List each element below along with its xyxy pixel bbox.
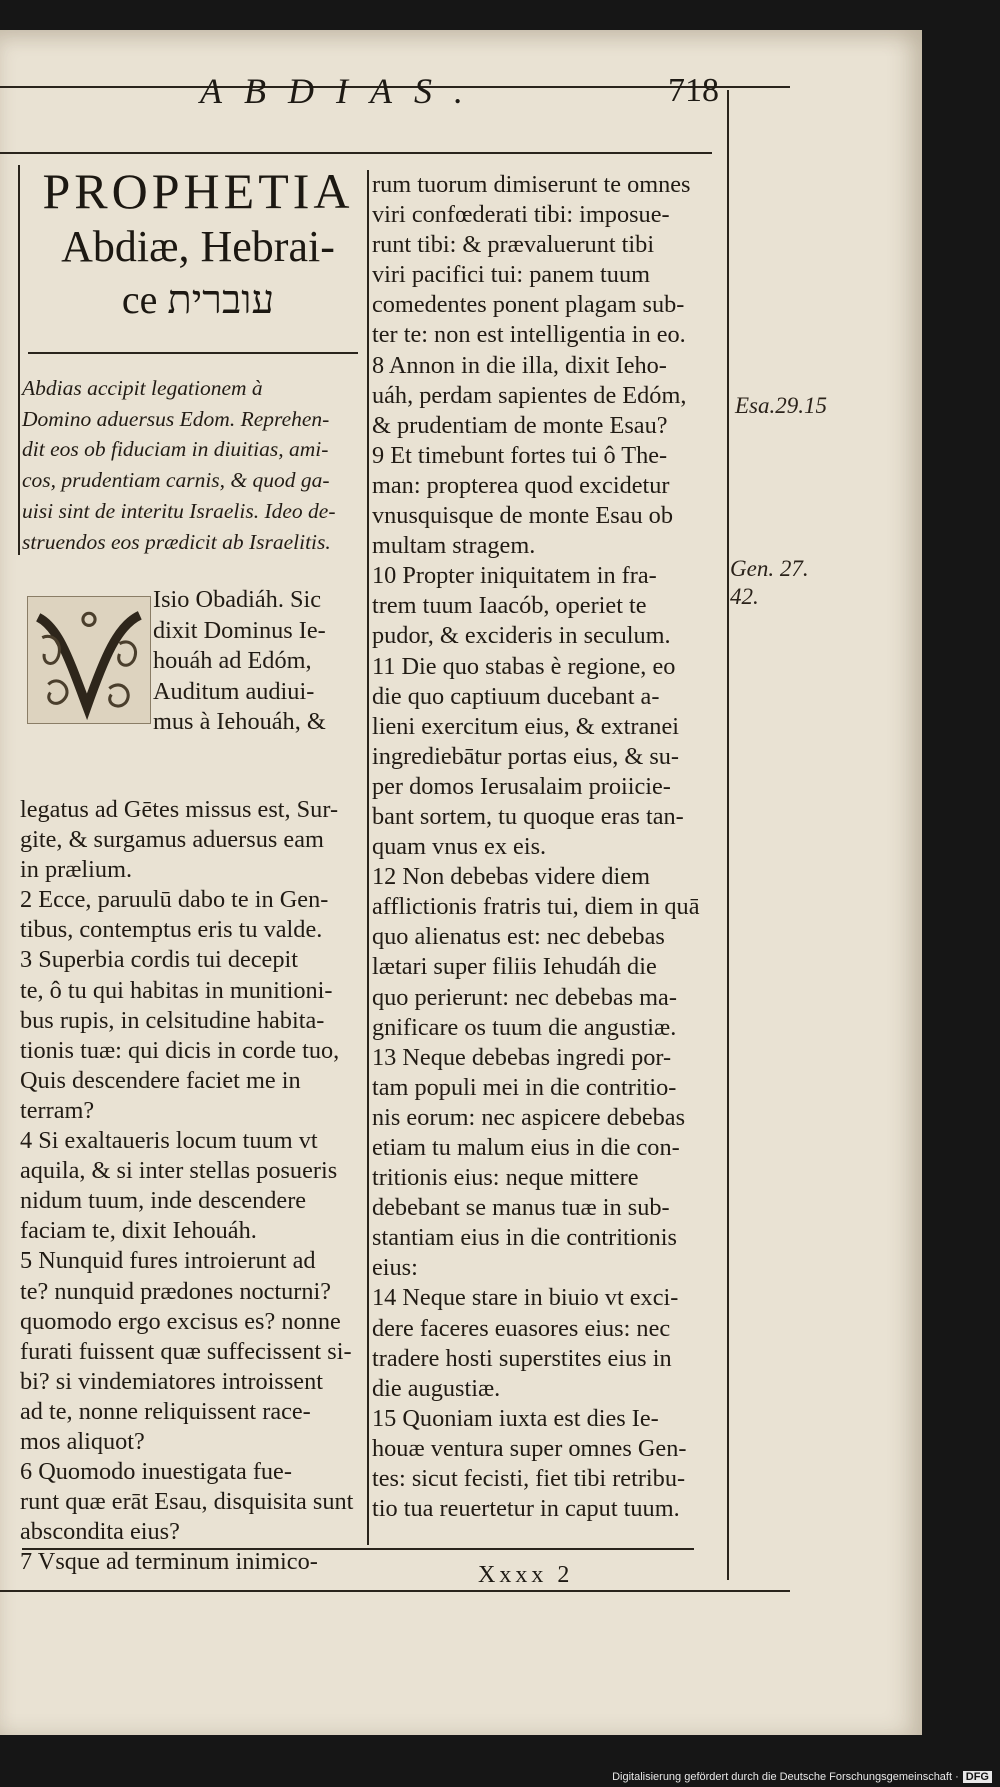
right-margin-rule: [727, 90, 729, 1580]
opening-lines: Isio Obadiáh. Sic dixit Dominus Ie- houáh ad Edóm, Auditum audiui- mus à Iehouáh, &: [153, 586, 326, 736]
header-underline: [0, 152, 712, 154]
title-rule: [28, 352, 358, 354]
decorated-initial-v: [27, 596, 151, 724]
right-column-text: rum tuorum dimiserunt te omnes viri confœderati tibi: imposue- runt tibi: & prævaluerunt tibi viri pacifici tui: panem tuum comedentes ponent plagam sub- ter te: non est intelligentia in eo. 8 Annon in die illa, dixit Ieho- uáh, perdam sapientes de Edóm, & prudentiam de monte Esau? 9 Et timebunt fortes tui ô The- man: propterea quod excidetur vnusquisque de monte Esau ob multam stragem. 10 Propter iniquitatem in fra- trem tuum Iaacób, operiet te pudor, & excideris in seculum. 11 Die quo stabas è regione, eo die quo captiuum ducebant a- lieni exercitum eius, & extranei ingrediebātur portas eius, & su- per domos Ierusalaim proiicie- bant sortem, tu quoque eras tan- quam vnus ex eis. 12 Non debebas videre diem afflictionis fratris tui, diem in quā quo alienatus est: nec debebas lætari super filiis Iehudáh die quo perierunt: nec debebas ma- gnificare os tuum die angustiæ. 13 Neque debebas ingredi por- tam populi mei in die contritio- nis eorum: nec aspicere debebas etiam tu malum eius in die con- tritionis eius: neque mittere debebant se manus tuæ in sub- stantiam eius in die contritionis eius: 14 Neque stare in biuio vt exci- dere faceres euasores eius: nec tradere hosti superstites eius in die augustiæ. 15 Quoniam iuxta est dies Ie- houæ ventura super omnes Gen- tes: sicut fecisti, fiet tibi retribu- tio tua reuertetur in caput tuum.: [372, 171, 700, 1523]
digitization-credit: Digitalisierung gefördert durch die Deutsche Forschungsgemeinschaft · DFG: [612, 1771, 992, 1783]
page-number: 718: [668, 72, 719, 109]
margin-note-gen: Gen. 27. 42.: [730, 556, 809, 609]
title-line-1: PROPHETIA: [42, 163, 354, 219]
title-block: [22, 162, 374, 326]
margin-note-esa: Esa.29.15: [735, 393, 827, 418]
left-frame-rule: [18, 165, 20, 555]
title-line-3: ce עוברית: [121, 277, 275, 322]
running-head: ABDIAS.: [200, 71, 485, 111]
lower-rule: [0, 1590, 790, 1592]
dfg-logo: DFG: [963, 1771, 992, 1783]
left-column-text: legatus ad Gētes missus est, Sur- gite, & surgamus aduersus eam in prælium. 2 Ecce, paruulū dabo te in Gen- tibus, contemptus eris tu valde. 3 Superbia cordis tui decepit te, ô tu qui habitas in munitioni- bus rupis, in celsitudine habita- tionis tuæ: qui dicis in corde tuo, Quis descendere faciet me in terram? 4 Si exaltaueris locum tuum vt aquila, & si inter stellas posueris nidum tuum, inde descendere faciam te, dixit Iehouáh. 5 Nunquid fures introierunt ad te? nunquid prædones nocturni? quomodo ergo excisus es? nonne furati fuissent quæ suffecissent si- bi? si vindemiatores introissent ad te, nonne reliquissent race- mos aliquot? 6 Quomodo inuestigata fue- runt quæ erāt Esau, disquisita sunt abscondita eius? 7 Vsque ad terminum inimico-: [20, 796, 354, 1576]
ornamental-initial-icon: [28, 597, 150, 723]
title-line-2: Abdiæ, Hebrai-: [61, 222, 335, 271]
catchline-signature: Xxxx 2: [478, 1562, 574, 1588]
argument-summary: Abdias accipit legationem à Domino aduersus Edom. Reprehen- dit eos ob fiduciam in diuitias, ami- cos, prudentiam carnis, & quod ga- uisi sint de interitu Israelis. Ideo de- struendos eos prædicit ab Israelitis.: [22, 376, 336, 554]
